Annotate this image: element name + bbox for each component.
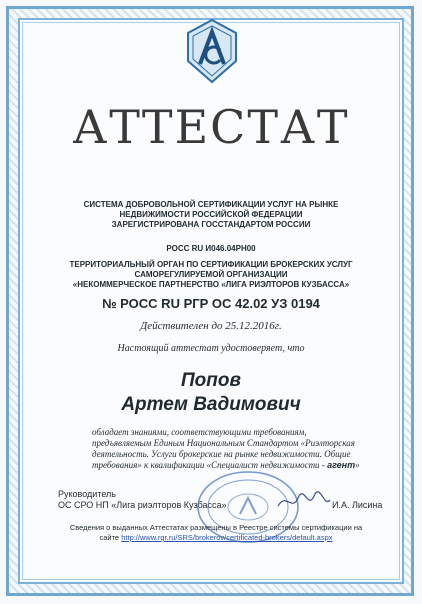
registration-number: РОСС RU И046.04РН00 — [166, 244, 256, 253]
registry-note: Сведения о выданных Аттестатах размещены в Реестре системы сертификации на сайте http://www.rgr.ru/SRS/brokerov/certificated-brokers/default.aspx — [69, 523, 363, 542]
holder-surname: Попов — [181, 370, 241, 391]
qualification-text — [92, 427, 382, 471]
body-line: предъявляемым Единым Национальным Стандартом «Риэлторская — [92, 438, 355, 448]
organ-text — [0, 260, 422, 290]
body-line: деятельность. Услуги брокерские на рынке недвижимости. Общие — [92, 449, 351, 459]
system-line: НЕДВИЖИМОСТИ РОССИЙСКОЙ ФЕДЕРАЦИИ — [119, 210, 303, 219]
signer-name: И.А. Лисина — [332, 500, 383, 510]
emblem-logo-icon — [186, 18, 238, 84]
certifies-text: Настоящий аттестат удостоверяет, что — [117, 343, 305, 354]
body-line: требования» к квалификации «Специалист недвижимости - агент» — [92, 460, 360, 470]
certificate-title: АТТЕСТАТ — [72, 100, 350, 154]
organ-line: САМОРЕГУЛИРУЕМОЙ ОРГАНИЗАЦИИ — [134, 270, 288, 279]
signature-icon — [276, 488, 332, 514]
attestat-number: № РОСС RU РГР ОС 42.02 УЗ 0194 — [102, 296, 320, 311]
registry-link[interactable]: http://www.rgr.ru/SRS/brokerov/certificated-brokers/default.aspx — [121, 533, 333, 542]
system-line: ЗАРЕГИСТРИРОВАНА ГОССТАНДАРТОМ РОССИИ — [111, 220, 311, 229]
body-line: обладает знаниями, соответствующими требованиям, — [92, 427, 307, 437]
system-text — [0, 200, 422, 230]
qualification-level: агент — [327, 460, 356, 470]
system-line: СИСТЕМА ДОБРОВОЛЬНОЙ СЕРТИФИКАЦИИ УСЛУГ НА РЫНКЕ — [83, 200, 339, 209]
signer-title: Руководитель ОС СРО НП «Лига риэлторов Кузбасса» — [58, 489, 227, 510]
organ-line: ТЕРРИТОРИАЛЬНЫЙ ОРГАН ПО СЕРТИФИКАЦИИ БРОКЕРСКИХ УСЛУГ — [69, 260, 353, 269]
holder-name: Артем Вадимович — [121, 394, 301, 415]
organ-line: «НЕКОММЕРЧЕСКОЕ ПАРТНЕРСТВО «ЛИГА РИЭЛТОРОВ КУЗБАССА» — [72, 280, 350, 289]
valid-until: Действителен до 25.12.2016г. — [140, 320, 282, 332]
